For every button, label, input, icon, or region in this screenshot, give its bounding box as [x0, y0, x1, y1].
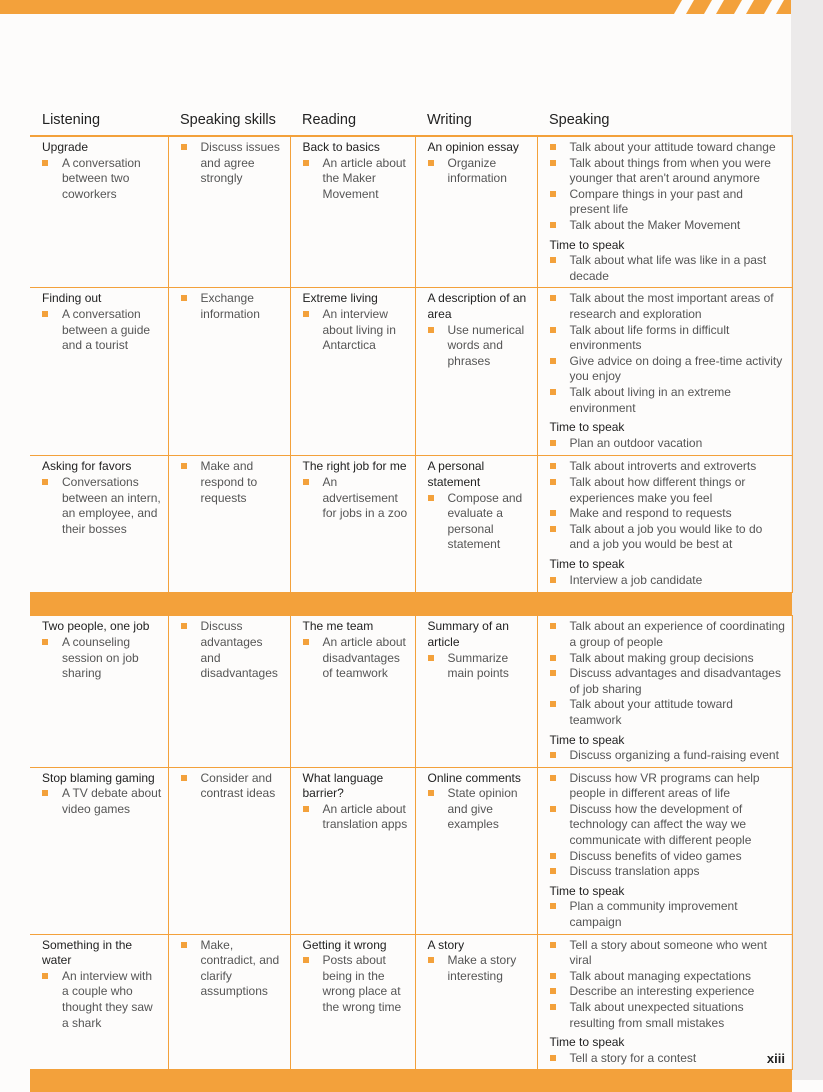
speaking-skill-item: Make and respond to requests — [181, 459, 284, 506]
speaking-item: Talk about living in an extreme environment — [550, 385, 786, 416]
writing-title: A personal statement — [427, 459, 485, 489]
speaking-item: Give advice on doing a free-time activity you enjoy — [550, 354, 786, 385]
speaking-cell — [537, 767, 792, 934]
time-to-speak-label: Time to speak — [549, 1035, 625, 1050]
time-to-speak-item: Discuss organizing a fund-raising event — [550, 748, 786, 764]
divider-fill — [30, 593, 792, 616]
writing-cell — [415, 767, 537, 934]
listening-title: Finding out — [42, 291, 102, 306]
speaking-item: Make and respond to requests — [550, 506, 786, 522]
speaking-skill-item: Discuss advantages and disadvantages — [181, 619, 284, 681]
speaking-item: Compare things in your past and present life — [550, 187, 786, 218]
reading-cell — [290, 456, 415, 593]
listening-item: An interview with a couple who thought they saw a shark — [42, 969, 162, 1031]
top-decorative-band — [0, 0, 823, 14]
speaking-item: Talk about introverts and extroverts — [550, 459, 786, 475]
unit-row — [30, 767, 792, 934]
listening-cell — [30, 456, 168, 593]
reading-cell — [290, 136, 415, 288]
speaking-item: Talk about how different things or experiences make you feel — [550, 475, 786, 506]
unit-row — [30, 934, 792, 1070]
time-to-speak-item: Tell a story for a contest — [550, 1051, 786, 1067]
page-number: xiii — [766, 1051, 785, 1066]
speaking-cell — [537, 456, 792, 593]
reading-item: An article about translation apps — [303, 802, 409, 833]
speaking-item: Talk about life forms in difficult environments — [550, 323, 786, 354]
writing-item: Use numerical words and phrases — [428, 323, 531, 370]
time-to-speak-item: Interview a job candidate — [550, 573, 786, 589]
time-to-speak-item: Plan an outdoor vacation — [550, 436, 786, 452]
divider-fill — [30, 1070, 792, 1092]
time-to-speak-label: Time to speak — [549, 237, 625, 252]
unit-row — [30, 616, 792, 767]
speaking-skills-cell — [168, 456, 290, 593]
unit-row — [30, 288, 792, 456]
reading-title: What language barrier? — [302, 770, 384, 801]
listening-title: Something in the water — [42, 937, 133, 968]
section-divider-band — [30, 593, 792, 616]
time-to-speak-item: Plan a community improvement campaign — [550, 899, 786, 930]
unit-row — [30, 136, 792, 288]
writing-item: Organize information — [428, 156, 531, 187]
reading-item: An article about the Maker Movement — [303, 156, 409, 203]
writing-title: A description of an area — [427, 291, 527, 321]
speaking-item: Describe an interesting experience — [550, 984, 786, 1000]
writing-item: Summarize main points — [428, 651, 531, 682]
reading-item: An article about disadvantages of teamwork — [303, 635, 409, 682]
writing-cell — [415, 934, 537, 1070]
speaking-item: Talk about an experience of coordinating a group of people — [550, 619, 786, 650]
writing-title: Online comments — [427, 770, 521, 785]
reading-cell — [290, 616, 415, 767]
speaking-skill-item: Exchange information — [181, 291, 284, 322]
reading-item: An advertisement for jobs in a zoo — [303, 475, 409, 522]
header-writing: Writing — [415, 108, 537, 136]
time-to-speak-label: Time to speak — [549, 556, 625, 571]
writing-item: State opinion and give examples — [428, 786, 531, 833]
listening-item: A TV debate about video games — [42, 786, 162, 817]
page-edge — [791, 0, 823, 1080]
reading-cell — [290, 288, 415, 456]
syllabus-table — [30, 108, 793, 1092]
listening-cell — [30, 934, 168, 1070]
header-speaking-skills: Speaking skills — [168, 108, 290, 136]
reading-item: Posts about being in the wrong place at the wrong time — [303, 953, 409, 1015]
speaking-item: Talk about things from when you were younger that aren't around anymore — [550, 156, 786, 187]
reading-title: The right job for me — [302, 459, 407, 474]
header-listening: Listening — [30, 108, 168, 136]
listening-item: Conversations between an intern, an employee, and their bosses — [42, 475, 162, 537]
listening-title: Upgrade — [42, 140, 89, 154]
speaking-item: Talk about your attitude toward change — [550, 140, 786, 156]
speaking-skills-cell — [168, 288, 290, 456]
writing-item: Make a story interesting — [428, 953, 531, 984]
speaking-skill-item: Discuss issues and agree strongly — [181, 140, 284, 187]
listening-cell — [30, 288, 168, 456]
writing-cell — [415, 136, 537, 288]
speaking-skills-cell — [168, 616, 290, 767]
reading-cell — [290, 934, 415, 1070]
time-to-speak-item: Talk about what life was like in a past decade — [550, 253, 786, 284]
speaking-item: Talk about the most important areas of research and exploration — [550, 291, 786, 322]
reading-title: Extreme living — [302, 291, 378, 306]
header-reading: Reading — [290, 108, 415, 136]
reading-cell — [290, 767, 415, 934]
speaking-skill-item: Consider and contrast ideas — [181, 771, 284, 802]
time-to-speak-label: Time to speak — [549, 732, 625, 747]
reading-item: An interview about living in Antarctica — [303, 307, 409, 354]
listening-cell — [30, 136, 168, 288]
speaking-skills-cell — [168, 136, 290, 288]
speaking-cell — [537, 616, 792, 767]
speaking-cell — [537, 288, 792, 456]
speaking-item: Talk about managing expectations — [550, 969, 786, 985]
header-row — [30, 108, 792, 136]
writing-cell — [415, 456, 537, 593]
speaking-item: Discuss benefits of video games — [550, 849, 786, 865]
speaking-item: Talk about your attitude toward teamwork — [550, 697, 786, 728]
listening-item: A counseling session on job sharing — [42, 635, 162, 682]
speaking-item: Talk about a job you would like to do and a job you would be best at — [550, 522, 786, 553]
speaking-item: Talk about unexpected situations resulting from small mistakes — [550, 1000, 786, 1031]
writing-title: Summary of an article — [427, 619, 509, 649]
time-to-speak-label: Time to speak — [549, 883, 625, 898]
reading-title: The me team — [302, 619, 374, 634]
listening-item: A conversation between two coworkers — [42, 156, 162, 203]
speaking-cell — [537, 136, 792, 288]
speaking-skills-cell — [168, 767, 290, 934]
speaking-skill-item: Make, contradict, and clarify assumptions — [181, 938, 284, 1000]
reading-title: Back to basics — [302, 140, 380, 154]
speaking-cell — [537, 934, 792, 1070]
speaking-skills-cell — [168, 934, 290, 1070]
writing-cell — [415, 616, 537, 767]
speaking-item: Tell a story about someone who went viral — [550, 938, 786, 969]
listening-title: Two people, one job — [42, 619, 150, 634]
listening-cell — [30, 767, 168, 934]
time-to-speak-label: Time to speak — [549, 420, 625, 435]
speaking-item: Talk about making group decisions — [550, 651, 786, 667]
speaking-item: Discuss advantages and disadvantages of job sharing — [550, 666, 786, 697]
unit-row — [30, 456, 792, 593]
speaking-item: Discuss translation apps — [550, 864, 786, 880]
writing-item: Compose and evaluate a personal statement — [428, 491, 531, 553]
speaking-item: Talk about the Maker Movement — [550, 218, 786, 234]
speaking-item: Discuss how VR programs can help people in different areas of life — [550, 771, 786, 802]
header-speaking: Speaking — [537, 108, 792, 136]
listening-cell — [30, 616, 168, 767]
top-orange-bar — [0, 0, 660, 14]
listening-item: A conversation between a guide and a tourist — [42, 307, 162, 354]
listening-title: Asking for favors — [42, 459, 132, 474]
listening-title: Stop blaming gaming — [42, 770, 155, 785]
writing-cell — [415, 288, 537, 456]
section-divider-band — [30, 1070, 792, 1092]
speaking-item: Discuss how the development of technology can affect the way we communicate with different people — [550, 802, 786, 849]
writing-title: An opinion essay — [427, 140, 519, 154]
writing-title: A story — [427, 937, 465, 952]
reading-title: Getting it wrong — [302, 937, 387, 952]
